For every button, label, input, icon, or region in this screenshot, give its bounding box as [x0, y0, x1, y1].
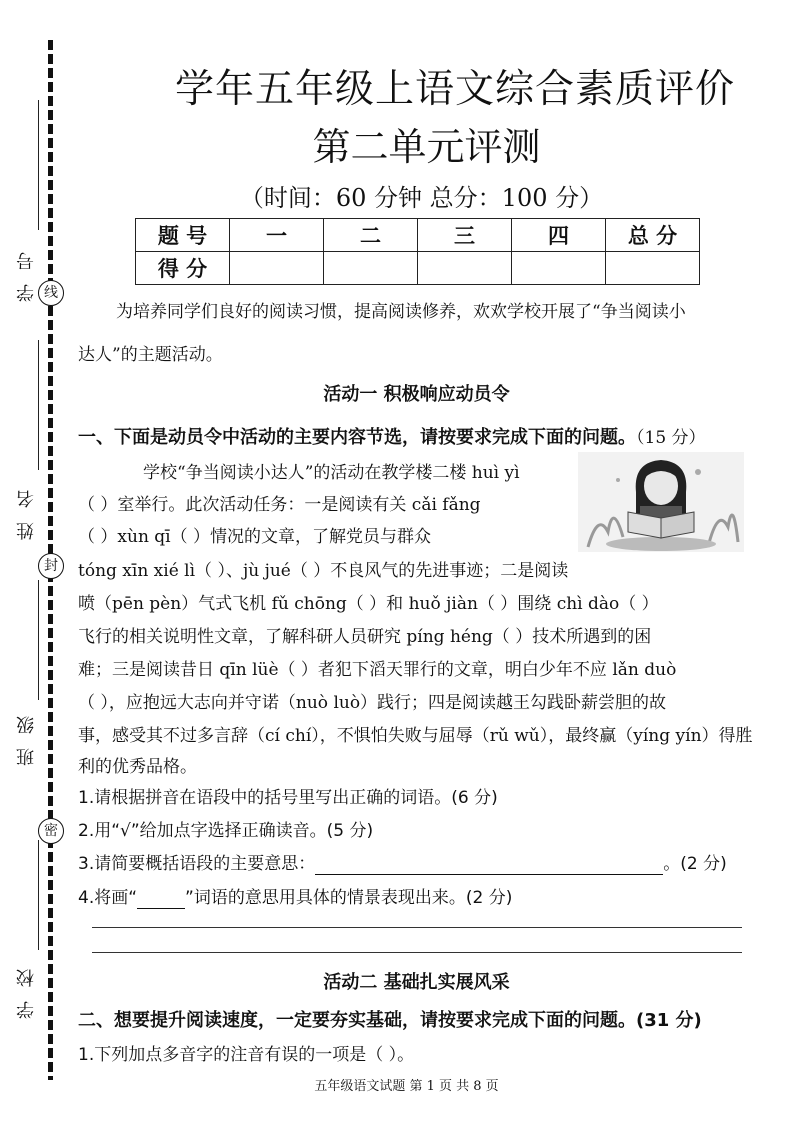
cell-part-2: 二	[324, 219, 418, 252]
margin-label-name: 姓名	[16, 476, 37, 540]
subquestion-3	[78, 849, 727, 875]
seal-line: 线	[38, 280, 64, 306]
summary-answer-blank[interactable]	[315, 854, 663, 875]
passage-line-6: 飞行的相关说明性文章，了解科研人员研究 píng héng（ ）技术所遇到的困	[78, 627, 652, 647]
class-write-line[interactable]	[38, 580, 39, 700]
cell-part-4: 四	[512, 219, 606, 252]
underline-sample	[137, 888, 185, 909]
score-table-score-row	[136, 252, 700, 285]
question2-1: 1.下列加点多音字的注音有误的一项是（ ）。	[78, 1045, 415, 1065]
margin-label-class: 班级	[16, 702, 37, 766]
margin-label-student-id: 学号	[16, 238, 37, 302]
cell-score-label: 得 分	[136, 252, 230, 285]
passage-line-1: 学校“争当阅读小达人”的活动在教学楼二楼 huì yì	[143, 463, 520, 483]
subquestion-3-text: 3.请简要概括语段的主要意思：	[78, 854, 316, 874]
answer-line-2[interactable]	[92, 952, 742, 953]
score-table	[135, 218, 700, 285]
question1-title	[78, 423, 706, 449]
activity1-heading: 活动一 积极响应动员令	[323, 384, 510, 405]
girl-reading-illustration	[578, 452, 744, 552]
seal-secret: 密	[38, 818, 64, 844]
subquestion-4	[78, 883, 512, 909]
score-input-3[interactable]	[418, 252, 512, 285]
margin-label-school: 学校	[16, 955, 37, 1019]
passage-line-8: （ ），应抱远大志向并守诺（nuò luò）践行；四是阅读越王勾践卧薪尝胆的故	[78, 693, 667, 713]
page-footer: 五年级语文试题 第 1 页 共 8 页	[314, 1079, 499, 1094]
score-input-4[interactable]	[512, 252, 606, 285]
passage-line-10: 利的优秀品格。	[78, 757, 197, 777]
intro-line-1: 为培养同学们良好的阅读习惯，提高阅读修养，欢欢学校开展了“争当阅读小	[116, 302, 686, 322]
cell-part-3: 三	[418, 219, 512, 252]
intro-line-2: 达人”的主题活动。	[78, 345, 223, 365]
score-input-total[interactable]	[606, 252, 700, 285]
score-table-header-row	[136, 219, 700, 252]
score-input-2[interactable]	[324, 252, 418, 285]
passage-line-5: 喷（pēn pèn）气式飞机 fǔ chōng（ ）和 huǒ jiàn（ ）围绕 chì dào（ ）	[78, 594, 659, 614]
cell-total: 总 分	[606, 219, 700, 252]
question2-title: 二、想要提升阅读速度，一定要夯实基础，请按要求完成下面的问题。(31 分)	[78, 1010, 702, 1031]
cell-part-1: 一	[230, 219, 324, 252]
score-input-1[interactable]	[230, 252, 324, 285]
subquestion-4-text-a: 4.将画“	[78, 888, 138, 908]
school-write-line[interactable]	[38, 840, 39, 950]
cell-question-no: 题 号	[136, 219, 230, 252]
passage-line-7: 难；三是阅读昔日 qīn lüè（ ）者犯下滔天罪行的文章，明白少年不应 lǎn duò	[78, 660, 677, 680]
question1-text: 一、下面是动员令中活动的主要内容节选，请按要求完成下面的问题。	[78, 427, 636, 448]
subquestion-4-text-b: ”词语的意思用具体的情景表现出来。(2 分)	[185, 888, 513, 908]
passage-line-2: （ ）室举行。此次活动任务：一是阅读有关 cǎi fǎng	[78, 495, 481, 515]
answer-line-1[interactable]	[92, 927, 742, 928]
passage-line-4: tóng xīn xié lì（ ）、jù jué（ ）不良风气的先进事迹；二是阅读	[78, 561, 569, 581]
passage-line-9: 事，感受其不过多言辞（cí chí），不惧怕失败与屈辱（rǔ wǔ），最终赢（yíng yín）得胜	[78, 726, 753, 746]
time-score-info: （时间：60 分钟 总分：100 分）	[239, 184, 604, 212]
unit-title: 第二单元评测	[312, 125, 541, 169]
exam-title: 学年五年级上语文综合素质评价	[175, 67, 736, 112]
seal-seal: 封	[38, 553, 64, 579]
subquestion-1: 1.请根据拼音在语段中的括号里写出正确的词语。(6 分)	[78, 788, 498, 808]
subquestion-2: 2.用“√”给加点字选择正确读音。(5 分)	[78, 821, 374, 841]
passage-line-3: （ ）xùn qī（ ）情况的文章，了解党员与群众	[78, 527, 432, 547]
subquestion-3-score: 。(2 分)	[663, 854, 727, 874]
question1-score: （15 分）	[636, 428, 706, 448]
activity2-heading: 活动二 基础扎实展风采	[323, 972, 510, 993]
